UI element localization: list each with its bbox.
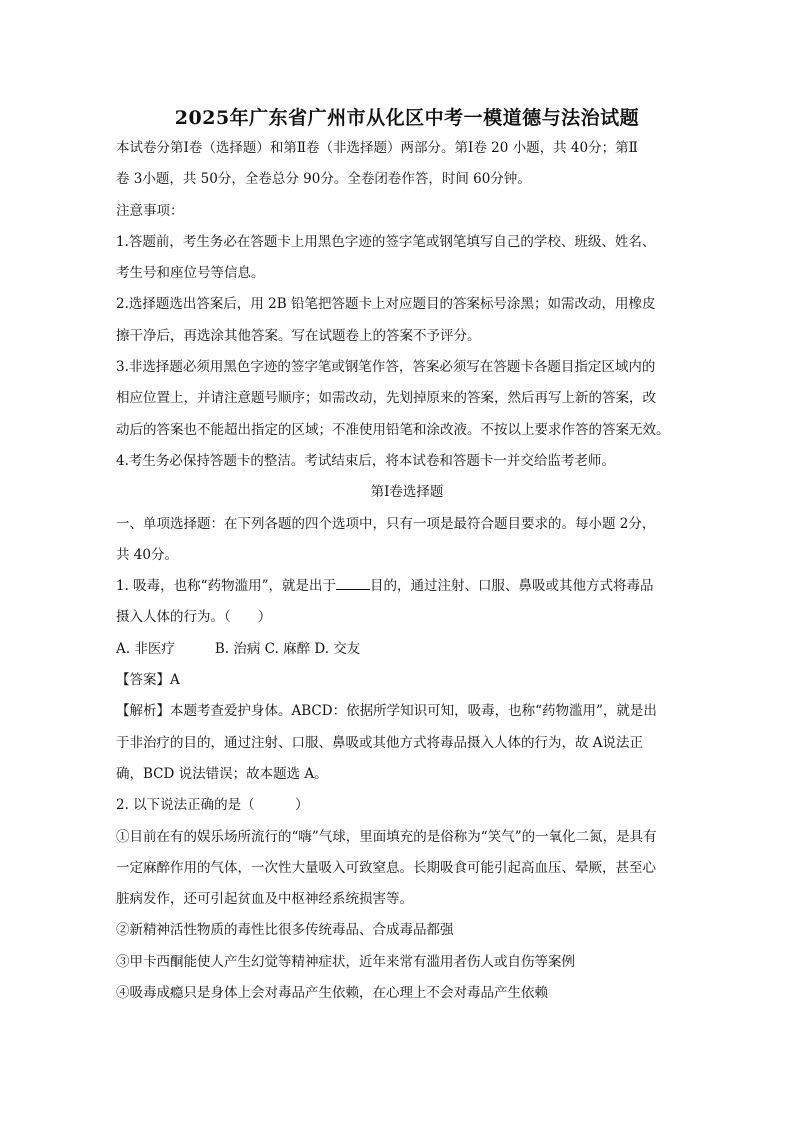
document-title: 2025年广东省广州市从化区中考一模道德与法治试题 bbox=[174, 107, 640, 129]
q1-stem-start: 1. 吸毒，也称“药物滥用”，就是出于 bbox=[116, 578, 336, 595]
q2-statement-1-line-3: 脏病发作，还可引起贫血及中枢神经系统损害等。 bbox=[116, 891, 413, 908]
section-title: 第Ⅰ卷选择题 bbox=[370, 484, 444, 501]
intro-line-1: 本试卷分第Ⅰ卷（选择题）和第Ⅱ卷（非选择题）两部分。第Ⅰ卷 20 小题，共 40分；第Ⅱ bbox=[116, 140, 638, 156]
q1-answer-blank bbox=[336, 575, 370, 590]
notice-item-4: 4.考生务必保持答题卡的整洁。考试结束后，将本试卷和答题卡一并交给监考老师。 bbox=[116, 452, 615, 469]
q2-statement-1-line-1: ①目前在有的娱乐场所流行的“嗨”气球，里面填充的是俗称为“笑气”的一氧化二氮，是具有 bbox=[116, 828, 657, 845]
q1-option-a: A. 非医疗 bbox=[116, 640, 175, 657]
intro-line-2: 卷 3小题，共 50分，全卷总分 90分。全卷闭卷作答，时间 60分钟。 bbox=[116, 171, 531, 188]
q1-stem-line-1 bbox=[116, 571, 698, 602]
notice-item-3-line-3: 动后的答案也不能超出指定的区域；不准使用铅笔和涂改液。不按以上要求作答的答案无效。 bbox=[116, 421, 670, 438]
q2-statement-4: ④吸毒成瘾只是身体上会对毒品产生依赖，在心理上不会对毒品产生依赖 bbox=[116, 985, 548, 1002]
notice-item-2-line-2: 擦干净后，再选涂其他答案。写在试题卷上的答案不予评分。 bbox=[116, 327, 481, 344]
q1-stem-end: 目的，通过注射、口服、鼻吸或其他方式将毒品 bbox=[369, 578, 654, 595]
q2-statement-1-line-2: 一定麻醉作用的气体，一次性大量吸入可致窒息。长期吸食可能引起高血压、晕厥，甚至心 bbox=[116, 859, 656, 876]
q1-options-rest: B. 治病 C. 麻醉 D. 交友 bbox=[214, 640, 361, 657]
part1-instruction-line-1: 一、单项选择题：在下列各题的四个选项中，只有一项是最符合题目要求的。每小题 2分， bbox=[116, 515, 656, 532]
q1-stem-line-2: 摄入人体的行为。（ ） bbox=[116, 609, 272, 626]
q1-analysis-line-3: 确，BCD 说法错误；故本题选 A。 bbox=[116, 765, 328, 782]
q1-analysis-line-2: 于非治疗的目的，通过注射、口服、鼻吸或其他方式将毒品摄入人体的行为，故 A说法正 bbox=[116, 734, 644, 751]
notice-item-2-line-1: 2.选择题选出答案后，用 2B 铅笔把答题卡上对应题目的答案标号涂黑；如需改动，用橡皮 bbox=[116, 296, 656, 313]
part1-instruction-line-2: 共 40分。 bbox=[116, 546, 178, 563]
q2-statement-2: ②新精神活性物质的毒性比很多传统毒品、合成毒品都强 bbox=[116, 922, 454, 939]
q2-statement-3: ③甲卡西酮能使人产生幻觉等精神症状，近年来常有滥用者伤人或自伤等案例 bbox=[116, 953, 575, 970]
q2-stem: 2. 以下说法正确的是（ ） bbox=[116, 797, 309, 814]
notice-item-3-line-1: 3.非选择题必须用黑色字迹的签字笔或钢笔作答，答案必须写在答题卡各题目指定区域内的 bbox=[116, 359, 656, 376]
notice-item-1-line-2: 考生号和座位号等信息。 bbox=[116, 265, 265, 282]
q1-options bbox=[116, 634, 698, 665]
notice-item-1-line-1: 1.答题前，考生务必在答题卡上用黑色字迹的签字笔或钢笔填写自己的学校、班级、姓名、 bbox=[116, 233, 656, 250]
notice-item-3-line-2: 相应位置上，并请注意题号顺序；如需改动，先划掉原来的答案，然后再写上新的答案，改 bbox=[116, 390, 656, 407]
q1-answer: 【答案】A bbox=[116, 672, 180, 689]
q1-analysis-line-1: 【解析】本题考查爱护身体。ABCD：依据所学知识可知，吸毒，也称“药物滥用”，就是出 bbox=[116, 703, 657, 720]
notice-heading: 注意事项： bbox=[116, 202, 184, 219]
